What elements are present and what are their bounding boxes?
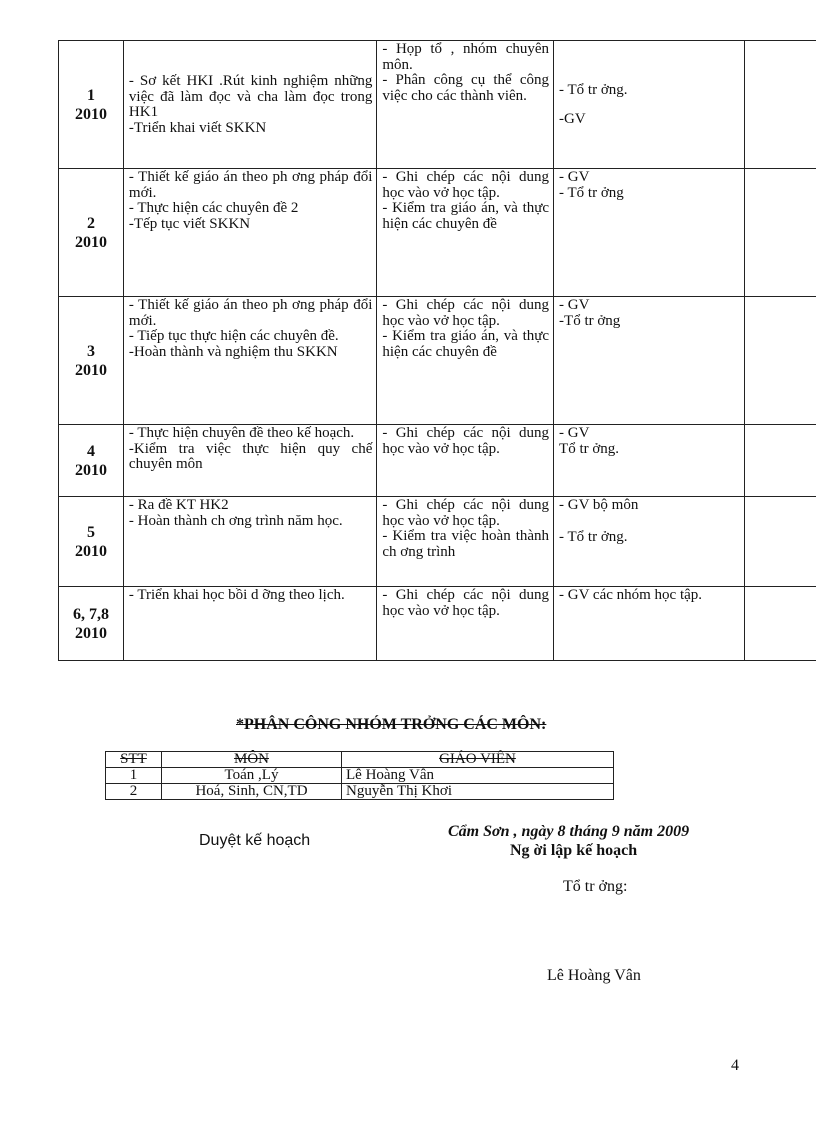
plan-maker-label: Ng ời lập kế hoạch bbox=[510, 842, 638, 859]
plan-responsible-line: - Tổ tr ởng. bbox=[559, 81, 628, 98]
plan-responsible bbox=[554, 41, 745, 169]
place-date: Cẩm Sơn , ngày 8 tháng 9 năm 2009 bbox=[448, 823, 690, 840]
group-row-stt: 1 bbox=[106, 768, 162, 784]
group-table-row bbox=[106, 784, 614, 800]
plan-responsible-line: - Tổ tr ởng bbox=[559, 184, 624, 201]
plan-content-line: - Ra đề KT HK2 bbox=[128, 497, 229, 513]
plan-content bbox=[123, 497, 376, 587]
plan-responsible-line: Tổ tr ởng. bbox=[559, 440, 620, 457]
plan-responsible-line: -GV bbox=[559, 111, 586, 127]
plan-month: 3 bbox=[86, 342, 95, 360]
plan-content-line: - Thiết kế giáo án theo ph ơng pháp đổi mới. bbox=[128, 169, 373, 201]
plan-row bbox=[59, 425, 816, 497]
plan-month-cell bbox=[59, 41, 124, 169]
plan-content-line: -Kiểm tra việc thực hiện quy chế chuyên môn bbox=[128, 440, 373, 472]
plan-table bbox=[58, 40, 816, 661]
plan-responsible-line: - GV bbox=[559, 297, 590, 313]
plan-measures-line: - Ghi chép các nội dung học vào vở học tập. bbox=[382, 297, 550, 329]
plan-responsible bbox=[554, 169, 745, 297]
plan-responsible bbox=[554, 297, 745, 425]
plan-content-line: -Triển khai viết SKKN bbox=[128, 119, 267, 136]
plan-content-line: - Tiếp tục thực hiện các chuyên đề. bbox=[128, 328, 339, 344]
plan-content-line: -Tếp tục viết SKKN bbox=[128, 215, 251, 232]
plan-content bbox=[123, 425, 376, 497]
plan-measures-line: - Kiểm tra giáo án, và thực hiện các chuyên đề bbox=[382, 200, 550, 232]
plan-responsible-line: - GV bbox=[559, 425, 590, 441]
plan-content bbox=[123, 41, 376, 169]
plan-note-cell bbox=[744, 425, 816, 497]
plan-measures-line: - Ghi chép các nội dung học vào vở học tập. bbox=[382, 425, 550, 457]
plan-row bbox=[59, 297, 816, 425]
page-number: 4 bbox=[731, 1057, 739, 1074]
plan-month-cell bbox=[59, 425, 124, 497]
plan-measures-line: - Kiểm tra giáo án, và thực hiện các chuyên đề bbox=[382, 328, 550, 360]
plan-content-line: - Triển khai học bồi d ỡng theo lịch. bbox=[128, 587, 345, 603]
plan-measures-line: - Ghi chép các nội dung học vào vở học tập. bbox=[382, 169, 550, 201]
approval-label: Duyệt kế hoạch bbox=[199, 832, 311, 849]
plan-content-line: - Thực hiện chuyên đề theo kế hoạch. bbox=[128, 425, 355, 441]
plan-note-cell bbox=[744, 41, 816, 169]
plan-measures bbox=[377, 497, 554, 587]
plan-content-line: - Sơ kết HKI .Rút kinh nghiệm những việc đã làm đọc và cha làm đọc trong HK1 bbox=[128, 73, 373, 120]
plan-month: 2 bbox=[86, 214, 95, 232]
plan-table-body bbox=[59, 41, 816, 661]
plan-year: 2010 bbox=[74, 624, 107, 642]
plan-row bbox=[59, 587, 816, 661]
plan-month: 4 bbox=[86, 442, 95, 460]
group-table-header bbox=[106, 752, 614, 768]
plan-note-cell bbox=[744, 587, 816, 661]
plan-year: 2010 bbox=[74, 233, 107, 251]
plan-note-cell bbox=[744, 497, 816, 587]
plan-note-cell bbox=[744, 297, 816, 425]
group-section-title: *PHÂN CÔNG NHÓM TRỞNG CÁC MÔN: bbox=[236, 716, 547, 733]
plan-content-line: - Thiết kế giáo án theo ph ơng pháp đổi mới. bbox=[128, 297, 373, 329]
plan-month: 1 bbox=[86, 86, 95, 104]
group-header-stt: STT bbox=[106, 752, 162, 768]
plan-measures-line: - Kiểm tra việc hoàn thành ch ơng trình bbox=[382, 528, 550, 560]
plan-responsible-line: - GV bbox=[559, 169, 590, 185]
plan-month-cell bbox=[59, 587, 124, 661]
head-title: Tổ tr ởng: bbox=[563, 878, 628, 895]
plan-content bbox=[123, 169, 376, 297]
plan-year: 2010 bbox=[74, 542, 107, 560]
plan-measures-line: - Họp tổ , nhóm chuyên môn. bbox=[382, 41, 550, 73]
group-row-teacher: Nguyễn Thị Khơi bbox=[342, 784, 614, 800]
plan-content bbox=[123, 587, 376, 661]
plan-measures-line: - Ghi chép các nội dung học vào vở học tập. bbox=[382, 497, 550, 529]
plan-measures-line: - Ghi chép các nội dung học vào vở học tập. bbox=[382, 587, 550, 619]
group-table bbox=[105, 751, 614, 800]
head-name: Lê Hoàng Vân bbox=[547, 967, 641, 984]
plan-responsible-line: - GV các nhóm học tập. bbox=[559, 587, 703, 603]
plan-measures bbox=[377, 587, 554, 661]
plan-month: 5 bbox=[86, 523, 95, 541]
plan-measures bbox=[377, 169, 554, 297]
plan-year: 2010 bbox=[74, 361, 107, 379]
plan-content bbox=[123, 297, 376, 425]
plan-content-line: - Thực hiện các chuyên đề 2 bbox=[128, 200, 299, 216]
plan-responsible-line: - GV bộ môn bbox=[559, 497, 639, 513]
group-row-subject: Toán ,Lý bbox=[162, 768, 342, 784]
plan-year: 2010 bbox=[74, 105, 107, 123]
plan-responsible-line: -Tổ tr ởng bbox=[559, 312, 621, 329]
group-table-row bbox=[106, 768, 614, 784]
group-header-teacher: GIÁO VIÊN bbox=[342, 752, 614, 768]
plan-measures bbox=[377, 297, 554, 425]
plan-month: 6, 7,8 bbox=[72, 605, 109, 623]
plan-row bbox=[59, 41, 816, 169]
plan-responsible-line: - Tổ tr ởng. bbox=[559, 528, 628, 545]
group-row-teacher: Lê Hoàng Vân bbox=[342, 768, 614, 784]
plan-measures bbox=[377, 425, 554, 497]
plan-measures bbox=[377, 41, 554, 169]
plan-responsible bbox=[554, 425, 745, 497]
plan-responsible bbox=[554, 587, 745, 661]
plan-content-line: -Hoàn thành và nghiệm thu SKKN bbox=[128, 343, 338, 360]
plan-month-cell bbox=[59, 497, 124, 587]
plan-row bbox=[59, 497, 816, 587]
plan-year: 2010 bbox=[74, 461, 107, 479]
plan-month-cell bbox=[59, 297, 124, 425]
group-row-subject: Hoá, Sinh, CN,TD bbox=[162, 784, 342, 800]
group-row-stt: 2 bbox=[106, 784, 162, 800]
plan-responsible bbox=[554, 497, 745, 587]
plan-row bbox=[59, 169, 816, 297]
group-header-subject: MÔN bbox=[162, 752, 342, 768]
plan-month-cell bbox=[59, 169, 124, 297]
plan-content-line: - Hoàn thành ch ơng trình năm học. bbox=[128, 512, 343, 529]
plan-measures-line: - Phân công cụ thể công việc cho các thành viên. bbox=[382, 72, 550, 104]
plan-note-cell bbox=[744, 169, 816, 297]
